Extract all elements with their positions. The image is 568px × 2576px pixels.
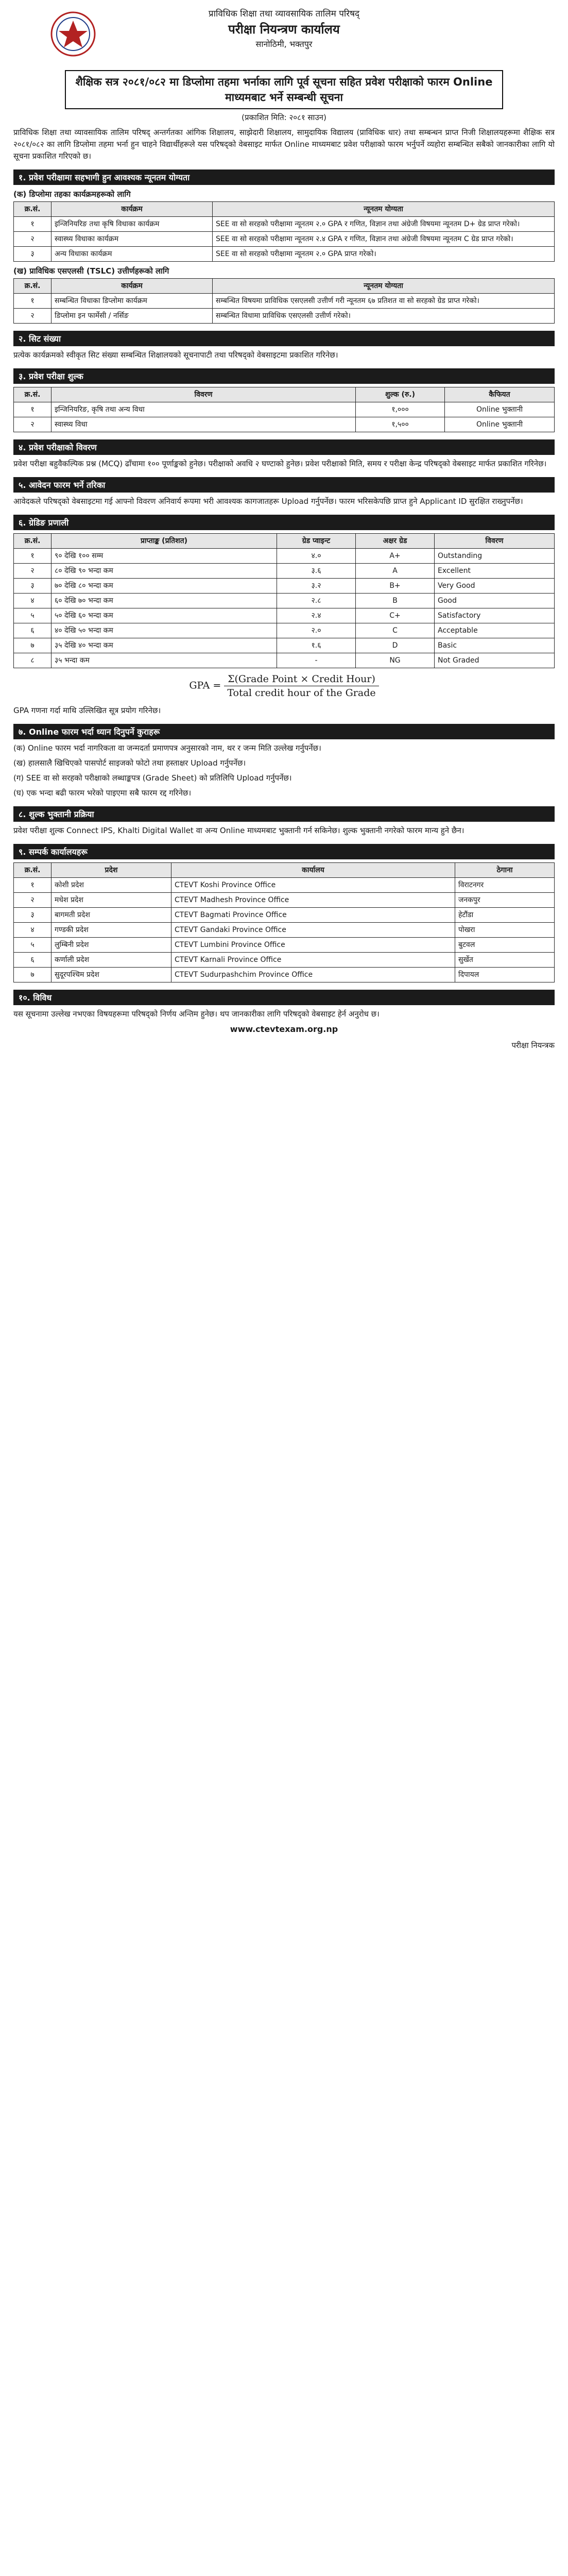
gpa-formula-numerator: Σ(Grade Point × Credit Hour) (224, 673, 378, 686)
table-header: कैफियत (445, 387, 555, 402)
table-cell: सम्बन्धित विषयमा प्राविधिक एसएलसी उत्तीर्ण गरी न्यूनतम ६७ प्रतिशत वा सो सरहको ग्रेड प्राप्त गरेको। (213, 294, 555, 309)
table-cell: २ (14, 232, 51, 247)
table-cell: ७० देखि ८० भन्दा कम (51, 579, 277, 594)
section-6-note: GPA गणना गर्दा माथि उल्लिखित सूत्र प्रयोग गरिनेछ। (13, 706, 161, 715)
table-header: क्र.सं. (14, 863, 51, 878)
table-cell: ३ (14, 908, 51, 923)
table-cell: कर्णाली प्रदेश (51, 953, 171, 968)
table-cell: Good (435, 594, 555, 608)
table-row (14, 968, 555, 982)
table-row (14, 417, 555, 432)
table-cell: CTEVT Gandaki Province Office (171, 923, 455, 938)
table-cell: पोखरा (455, 923, 555, 938)
table-header: क्र.सं. (14, 387, 51, 402)
section-2-text: प्रत्येक कार्यक्रमको स्वीकृत सिट संख्या सम्बन्धित शिक्षालयको सूचनापाटी तथा परिषद्को वेबसाइटमा प्रकाशित गरिनेछ। (13, 350, 338, 360)
website-link[interactable]: www.ctevtexam.org.np (230, 1024, 338, 1034)
list-item: (ख) हालसालै खिचिएको पासपोर्ट साइजको फोटो तथा हस्ताक्षर Upload गर्नुपर्नेछ। (13, 758, 246, 768)
table-row (14, 564, 555, 579)
contact-offices-table (13, 862, 555, 982)
table-cell: A+ (356, 549, 435, 564)
table-cell: Basic (435, 638, 555, 653)
grading-table (13, 533, 555, 668)
table-cell: ४ (14, 594, 51, 608)
table-row (14, 623, 555, 638)
gpa-formula-denominator: Total credit hour of the Grade (227, 687, 376, 699)
gpa-formula (13, 673, 555, 699)
table-cell: SEE वा सो सरहको परीक्षामा न्यूनतम २.४ GPA र गणित, विज्ञान तथा अंग्रेजी विषयमा न्यूनतम C ग्रेड प्राप्त गरेको। (213, 232, 555, 247)
table-header: क्र.सं. (14, 534, 51, 549)
table-cell: सुर्खेत (455, 953, 555, 968)
office-location: सानोठिमी, भक्तपुर (255, 39, 313, 49)
table-cell: ८ (14, 653, 51, 668)
section-8-heading: ८. शुल्क भुक्तानी प्रक्रिया (13, 806, 555, 822)
table-cell: ५ (14, 938, 51, 953)
table-cell: ५० देखि ६० भन्दा कम (51, 608, 277, 623)
section-6-heading: ६. ग्रेडिङ प्रणाली (13, 515, 555, 530)
table-cell: Very Good (435, 579, 555, 594)
table-row (14, 638, 555, 653)
table-cell: १,५०० (356, 417, 445, 432)
section-4-text: प्रवेश परीक्षा बहुवैकल्पिक प्रश्न (MCQ) ढाँचामा १०० पूर्णाङ्कको हुनेछ। परीक्षाको अवधि २ घण्टाको हुनेछ। प्रवेश परीक्षाको मिति, समय र परीक्षा केन्द्र परिषद्को वेबसाइट मार्फत प्रकाशित गरिनेछ। (13, 459, 547, 468)
list-item: (क) Online फारम भर्दा नागरिकता वा जन्मदर्ता प्रमाणपत्र अनुसारको नाम, थर र जन्म मिति उल्लेख गर्नुपर्नेछ। (13, 743, 321, 753)
table-cell: २ (14, 309, 51, 324)
table-cell: स्वास्थ्य विधा (51, 417, 356, 432)
section-2-heading: २. सिट संख्या (13, 331, 555, 346)
section-4-heading: ४. प्रवेश परीक्षाको विवरण (13, 439, 555, 455)
table-row (14, 247, 555, 262)
table-cell: ६ (14, 623, 51, 638)
table-cell: ८० देखि ९० भन्दा कम (51, 564, 277, 579)
table-cell: CTEVT Bagmati Province Office (171, 908, 455, 923)
table-cell: ३.६ (277, 564, 356, 579)
table-row (14, 938, 555, 953)
table-cell: Online भुक्तानी (445, 417, 555, 432)
table-cell: अन्य विधाका कार्यक्रम (51, 247, 213, 262)
intro-paragraph: प्राविधिक शिक्षा तथा व्यावसायिक तालिम परिषद् अन्तर्गतका आंगिक शिक्षालय, साझेदारी शिक्षालय, सामुदायिक विद्यालय (प्राविधिक धार) तथा सम्बन्धन प्राप्त निजी शिक्षालयहरूमा शैक्षिक सत्र २०८१/०८२ का लागि डिप्लोमा तहमा भर्ना हुन चाहने विद्यार्थीहरूले यस परिषद्को वेबसाइट मार्फत Online माध्यमबाट प्रवेश परीक्षाको फारम भर्नुपर्ने व्यहोरा सम्बन्धित सबैको जानकारीका लागि यो सूचना प्रकाशित गरिएको छ। (13, 128, 555, 161)
table-cell: Outstanding (435, 549, 555, 564)
list-item: (घ) एक भन्दा बढी फारम भरेको पाइएमा सबै फारम रद्द गरिनेछ। (13, 788, 192, 798)
notice-title: शैक्षिक सत्र २०८१/०८२ मा डिप्लोमा तहमा भर्नाका लागि पूर्व सूचना सहित प्रवेश परीक्षाको फारम Online माध्यमबाट भर्ने सम्बन्धी सूचना (65, 70, 503, 109)
table-header: क्र.सं. (14, 202, 51, 217)
table-header: कार्यक्रम (51, 202, 213, 217)
table-row (14, 402, 555, 417)
table-cell: ५ (14, 608, 51, 623)
table-row (14, 309, 555, 324)
table-cell: कोशी प्रदेश (51, 878, 171, 893)
table-cell: मधेश प्रदेश (51, 893, 171, 908)
table-cell: CTEVT Karnali Province Office (171, 953, 455, 968)
table-cell: २ (14, 564, 51, 579)
table-cell: विराटनगर (455, 878, 555, 893)
table-cell: २ (14, 417, 51, 432)
section-8-text: प्रवेश परीक्षा शुल्क Connect IPS, Khalti Digital Wallet वा अन्य Online माध्यमबाट भुक्तानी गर्न सकिनेछ। शुल्क भुक्तानी नगरेको फारम मान्य हुने छैन। (13, 826, 464, 835)
table-header: न्यूनतम योग्यता (213, 279, 555, 294)
table-row (14, 608, 555, 623)
table-cell: ३.२ (277, 579, 356, 594)
table-cell: ४ (14, 923, 51, 938)
table-row (14, 653, 555, 668)
table-row (14, 549, 555, 564)
table-cell: A (356, 564, 435, 579)
table-row (14, 878, 555, 893)
table-cell: CTEVT Lumbini Province Office (171, 938, 455, 953)
table-cell: ६ (14, 953, 51, 968)
table-row (14, 923, 555, 938)
table-cell: D (356, 638, 435, 653)
table-cell: CTEVT Madhesh Province Office (171, 893, 455, 908)
table-header: विवरण (435, 534, 555, 549)
fee-table (13, 387, 555, 432)
table-header: ग्रेड प्वाइन्ट (277, 534, 356, 549)
table-header: अक्षर ग्रेड (356, 534, 435, 549)
table-cell: C (356, 623, 435, 638)
table-cell: ३ (14, 579, 51, 594)
table-cell: डिप्लोमा इन फार्मेसी / नर्सिङ (51, 309, 213, 324)
table-cell: स्वास्थ्य विधाका कार्यक्रम (51, 232, 213, 247)
table-cell: SEE वा सो सरहको परीक्षामा न्यूनतम २.० GPA प्राप्त गरेको। (213, 247, 555, 262)
eligibility-table (13, 201, 555, 262)
table-cell: ४० देखि ५० भन्दा कम (51, 623, 277, 638)
table-cell: २.८ (277, 594, 356, 608)
section-5-text: आवेदकले परिषद्को वेबसाइटमा गई आफ्नो विवरण अनिवार्य रूपमा भरी आवश्यक कागजातहरू Upload गर्नुपर्नेछ। फारम भरिसकेपछि प्राप्त हुने Applicant ID सुरक्षित राख्नुपर्नेछ। (13, 497, 523, 506)
section-10-text: यस सूचनामा उल्लेख नभएका विषयहरूमा परिषद्को निर्णय अन्तिम हुनेछ। थप जानकारीका लागि परिषद्को वेबसाइट हेर्न अनुरोध छ। (13, 1009, 380, 1019)
table-cell: B (356, 594, 435, 608)
tslc-eligibility-table (13, 278, 555, 324)
table-cell: २ (14, 893, 51, 908)
table-cell: B+ (356, 579, 435, 594)
table-cell: ४.० (277, 549, 356, 564)
table-cell: १ (14, 549, 51, 564)
section-9-heading: ९. सम्पर्क कार्यालयहरू (13, 844, 555, 859)
letterhead (13, 7, 555, 68)
table-header: कार्यक्रम (51, 279, 213, 294)
table-cell: १.६ (277, 638, 356, 653)
table-row (14, 908, 555, 923)
table-row (14, 217, 555, 232)
table-header: कार्यालय (171, 863, 455, 878)
table-header: ठेगाना (455, 863, 555, 878)
table-cell: सम्बन्धित विधामा प्राविधिक एसएलसी उत्तीर्ण गरेको। (213, 309, 555, 324)
table-cell: ६० देखि ७० भन्दा कम (51, 594, 277, 608)
gpa-formula-fraction (224, 673, 378, 699)
table-cell: हेटौंडा (455, 908, 555, 923)
section-1-sub-b: (ख) प्राविधिक एसएलसी (TSLC) उत्तीर्णहरूको लागि (13, 266, 169, 276)
table-cell: Excellent (435, 564, 555, 579)
table-header: प्रदेश (51, 863, 171, 878)
table-cell: ७ (14, 638, 51, 653)
table-cell: Acceptable (435, 623, 555, 638)
table-cell: बागमती प्रदेश (51, 908, 171, 923)
table-row (14, 579, 555, 594)
section-1-sub-a: (क) डिप्लोमा तहका कार्यक्रमहरूको लागि (13, 190, 131, 199)
publish-date: (प्रकाशित मिति: २०८१ साउन) (242, 113, 326, 122)
section-3-heading: ३. प्रवेश परीक्षा शुल्क (13, 368, 555, 384)
office-name: परीक्षा नियन्त्रण कार्यालय (228, 22, 340, 37)
table-cell: लुम्बिनी प्रदेश (51, 938, 171, 953)
gpa-formula-lhs: GPA = (189, 680, 221, 691)
table-cell: Online भुक्तानी (445, 402, 555, 417)
table-cell: १ (14, 402, 51, 417)
table-row (14, 893, 555, 908)
table-cell: SEE वा सो सरहको परीक्षामा न्यूनतम २.० GPA र गणित, विज्ञान तथा अंग्रेजी विषयमा न्यूनतम D+ ग्रेड प्राप्त गरेको। (213, 217, 555, 232)
section-5-heading: ५. आवेदन फारम भर्ने तरिका (13, 477, 555, 493)
table-cell: १ (14, 294, 51, 309)
table-cell: सम्बन्धित विधाका डिप्लोमा कार्यक्रम (51, 294, 213, 309)
table-cell: Satisfactory (435, 608, 555, 623)
table-cell: NG (356, 653, 435, 668)
table-cell: - (277, 653, 356, 668)
table-header: न्यूनतम योग्यता (213, 202, 555, 217)
table-cell: C+ (356, 608, 435, 623)
table-cell: बुटवल (455, 938, 555, 953)
section-7-heading: ७. Online फारम भर्दा ध्यान दिनुपर्ने कुराहरू (13, 724, 555, 739)
table-cell: १ (14, 878, 51, 893)
table-cell: CTEVT Koshi Province Office (171, 878, 455, 893)
table-cell: CTEVT Sudurpashchim Province Office (171, 968, 455, 982)
table-cell: १,००० (356, 402, 445, 417)
table-cell: इन्जिनियरिङ तथा कृषि विधाका कार्यक्रम (51, 217, 213, 232)
government-emblem-icon (49, 10, 97, 58)
signatory-title: परीक्षा नियन्त्रक (511, 1041, 555, 1050)
section-1-heading: १. प्रवेश परीक्षामा सहभागी हुन आवश्यक न्यूनतम योग्यता (13, 170, 555, 185)
table-row (14, 594, 555, 608)
table-cell: ३ (14, 247, 51, 262)
table-cell: २.४ (277, 608, 356, 623)
table-cell: सुदूरपश्चिम प्रदेश (51, 968, 171, 982)
list-item: (ग) SEE वा सो सरहको परीक्षाको लब्धाङ्कपत्र (Grade Sheet) को प्रतिलिपि Upload गर्नुपर्नेछ। (13, 773, 292, 783)
table-cell: इन्जिनियरिङ, कृषि तथा अन्य विधा (51, 402, 356, 417)
table-cell: ७ (14, 968, 51, 982)
table-cell: ९० देखि १०० सम्म (51, 549, 277, 564)
table-cell: Not Graded (435, 653, 555, 668)
table-cell: दिपायल (455, 968, 555, 982)
table-cell: १ (14, 217, 51, 232)
table-cell: गण्डकी प्रदेश (51, 923, 171, 938)
table-header: शुल्क (रु.) (356, 387, 445, 402)
table-cell: ३५ भन्दा कम (51, 653, 277, 668)
table-header: विवरण (51, 387, 356, 402)
table-row (14, 953, 555, 968)
table-row (14, 294, 555, 309)
table-cell: ३५ देखि ४० भन्दा कम (51, 638, 277, 653)
table-cell: २.० (277, 623, 356, 638)
table-cell: जनकपुर (455, 893, 555, 908)
council-name: प्राविधिक शिक्षा तथा व्यावसायिक तालिम परिषद् (208, 9, 360, 19)
table-row (14, 232, 555, 247)
table-header: क्र.सं. (14, 279, 51, 294)
section-10-heading: १०. विविध (13, 990, 555, 1005)
table-header: प्राप्ताङ्क (प्रतिशत) (51, 534, 277, 549)
